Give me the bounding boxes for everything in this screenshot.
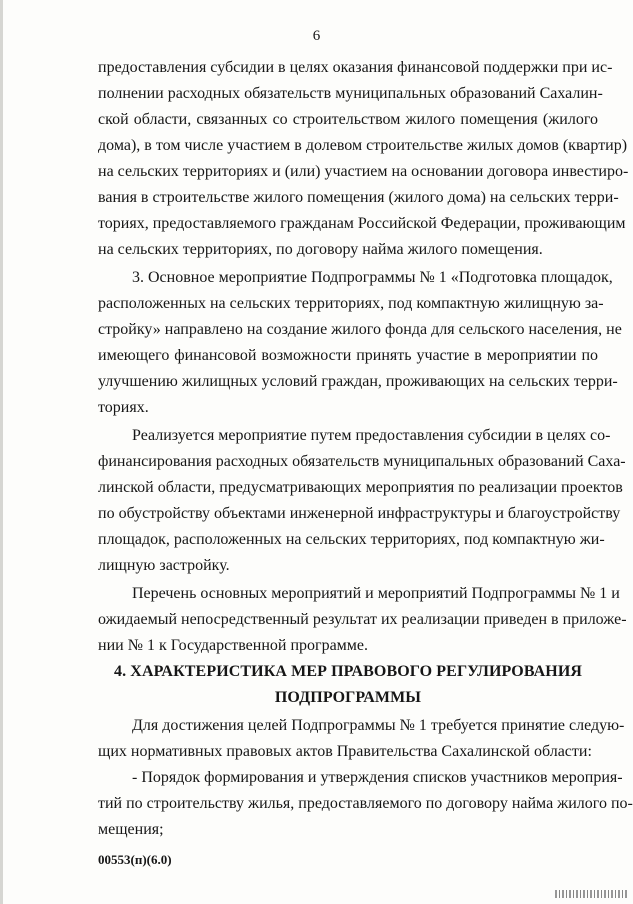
document-code: 00553(п)(6.0)	[98, 852, 172, 867]
text-line: финансирования расходных обязательств муниципальных образований Саха-	[98, 453, 626, 470]
text-line: по обустройству объектами инженерной инфраструктуры и благоустройству	[98, 505, 621, 522]
text-line: имеющего финансовой возможности принять участие в мероприятии по	[98, 347, 598, 364]
paragraph-first-line: 3. Основное мероприятие Подпрограммы № 1 «Подготовка площадок,	[132, 269, 613, 286]
text-line: расположенных на сельских территориях, под компактную жилищную за-	[98, 295, 604, 312]
section-heading-line1: 4. ХАРАКТЕРИСТИКА МЕР ПРАВОВОГО РЕГУЛИРОВАНИЯ	[113, 663, 583, 680]
scan-barcode-mark	[555, 890, 627, 898]
text-line: лищную застройку.	[98, 557, 230, 574]
text-line: ской области, связанных со строительством жилого помещения (жилого	[98, 111, 598, 128]
text-line: мещения;	[98, 821, 164, 838]
section-heading-line2: ПОДПРОГРАММЫ	[274, 689, 422, 706]
text-line: на сельских территориях, по договору найма жилого помещения.	[98, 241, 543, 258]
scan-edge	[0, 0, 3, 904]
page-number: 6	[312, 28, 321, 44]
text-line: линской области, предусматривающих мероприятия по реализации проектов	[98, 479, 623, 496]
text-line: вания в строительстве жилого помещения (жилого дома) на сельских терри-	[98, 189, 619, 206]
text-line: предоставления субсидии в целях оказания финансовой поддержки при ис-	[98, 59, 613, 76]
text-line: полнении расходных обязательств муниципальных образований Сахалин-	[98, 85, 603, 102]
text-line: стройку» направлено на создание жилого фонда для сельского населения, не	[98, 321, 622, 338]
list-item-first-line: - Порядок формирования и утверждения списков участников мероприя-	[132, 769, 623, 786]
text-line: на сельских территориях и (или) участием на основании договора инвестиро-	[98, 163, 629, 180]
paragraph-first-line: Перечень основных мероприятий и мероприятий Подпрограммы № 1 и	[132, 585, 620, 602]
text-line: ожидаемый непосредственный результат их реализации приведен в приложе-	[98, 611, 627, 628]
text-line: улучшению жилищных условий граждан, проживающих на сельских терри-	[98, 373, 618, 390]
text-line: ториях, предоставляемого гражданам Российской Федерации, проживающим	[98, 215, 626, 232]
text-line: тий по строительству жилья, предоставляемого по договору найма жилого по-	[98, 795, 633, 812]
text-line: ториях.	[98, 399, 149, 416]
paragraph-first-line: Для достижения целей Подпрограммы № 1 требуется принятие следую-	[132, 717, 625, 734]
text-line: нии № 1 к Государственной программе.	[98, 637, 369, 654]
text-line: дома), в том числе участием в долевом строительстве жилых домов (квартир)	[98, 137, 628, 154]
text-line: щих нормативных правовых актов Правительства Сахалинской области:	[98, 743, 592, 760]
text-line: площадок, расположенных на сельских территориях, под компактную жи-	[98, 531, 605, 548]
paragraph-first-line: Реализуется мероприятие путем предоставления субсидии в целях со-	[132, 427, 611, 444]
